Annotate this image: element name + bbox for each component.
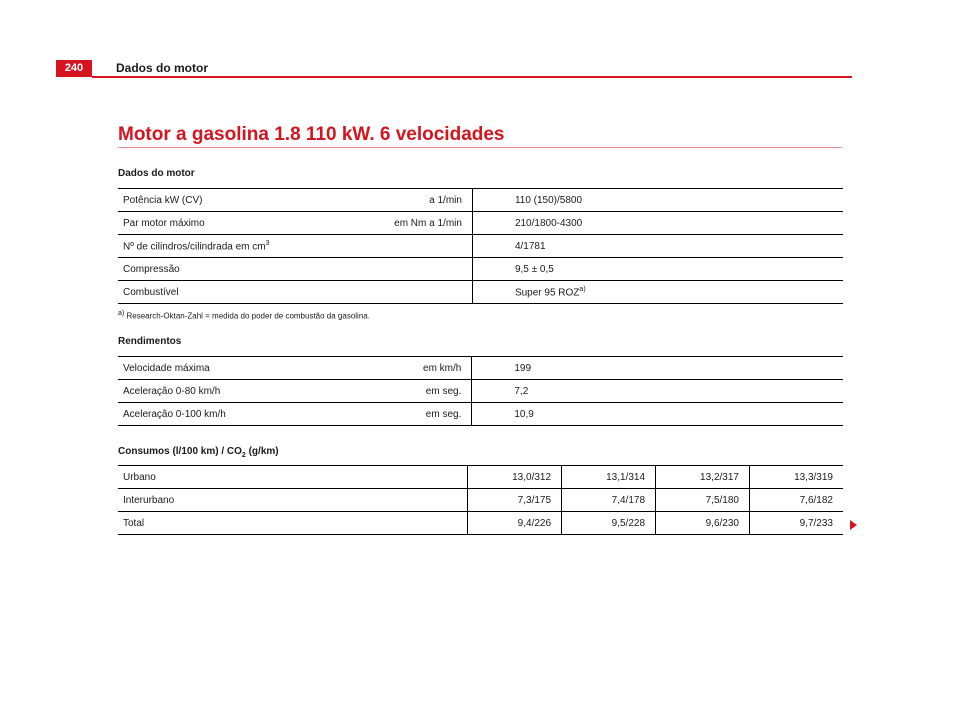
engine-data-table <box>118 188 843 304</box>
table-row <box>118 357 843 380</box>
header-title: Dados do motor <box>116 61 208 75</box>
footnote-marker: a) <box>118 310 125 317</box>
row-unit: em seg. <box>329 403 472 426</box>
row-value: 7,4/178 <box>562 489 656 512</box>
row-label: Interurbano <box>118 489 468 512</box>
row-label: Aceleração 0-80 km/h <box>118 380 329 403</box>
label-superscript: 3 <box>265 239 270 247</box>
page-title: Motor a gasolina 1.8 110 kW. 6 velocidades <box>118 124 505 145</box>
footnote <box>118 310 370 321</box>
row-value: 110 (150)/5800 <box>472 189 843 212</box>
row-value: 210/1800-4300 <box>472 212 843 235</box>
consumption-table <box>118 465 843 535</box>
row-value: 13,1/314 <box>562 466 656 489</box>
table-row <box>118 235 843 258</box>
row-value: 13,3/319 <box>749 466 843 489</box>
row-unit: em seg. <box>329 380 472 403</box>
row-label: Compressão <box>118 258 330 281</box>
row-label: Nº de cilindros/cilindrada em $cm^3$ <box>118 235 330 258</box>
row-value: 9,7/233 <box>749 512 843 535</box>
row-value: 9,6/230 <box>656 512 750 535</box>
row-value: 7,3/175 <box>468 489 562 512</box>
row-label: Potência kW (CV) <box>118 189 330 212</box>
row-unit <box>330 235 472 258</box>
table-row <box>118 212 843 235</box>
footnote-text: Research-Oktan-Zahl = medida do poder de combustão da gasolina. <box>126 311 370 321</box>
table-row <box>118 403 843 426</box>
heading-subscript: 2 <box>241 452 246 459</box>
table-row <box>118 466 843 489</box>
row-value: 7,2 <box>472 380 843 403</box>
row-value: 13,0/312 <box>468 466 562 489</box>
row-value: Super 95 ROZ$^{a)}$ <box>472 281 843 304</box>
table-row <box>118 380 843 403</box>
title-rule <box>118 147 842 148</box>
row-unit: em Nm a 1/min <box>330 212 472 235</box>
table-row <box>118 258 843 281</box>
footnote-ref: a) <box>579 285 586 293</box>
table-row <box>118 189 843 212</box>
row-unit: em km/h <box>329 357 472 380</box>
row-value: 7,5/180 <box>656 489 750 512</box>
row-label: Velocidade máxima <box>118 357 329 380</box>
row-label: Total <box>118 512 468 535</box>
row-value: 9,5 ± 0,5 <box>472 258 843 281</box>
table-row <box>118 281 843 304</box>
performance-section-heading: Rendimentos <box>118 336 182 347</box>
row-value: 10,9 <box>472 403 843 426</box>
row-unit <box>330 281 472 304</box>
row-value: 7,6/182 <box>749 489 843 512</box>
row-label: Combustível <box>118 281 330 304</box>
triangle-right-icon <box>850 520 857 530</box>
table-row <box>118 489 843 512</box>
engine-section-heading: Dados do motor <box>118 168 195 179</box>
row-value: 4/1781 <box>472 235 843 258</box>
table-row <box>118 512 843 535</box>
row-label: Urbano <box>118 466 468 489</box>
row-value: 9,5/228 <box>562 512 656 535</box>
row-value: 199 <box>472 357 843 380</box>
row-label: Aceleração 0-100 km/h <box>118 403 329 426</box>
header-rule <box>92 76 852 78</box>
row-unit: a 1/min <box>330 189 472 212</box>
row-label: Par motor máximo <box>118 212 330 235</box>
row-unit <box>330 258 472 281</box>
consumption-section-heading: Consumos (l/100 $km) / CO_2$ (g/km) <box>118 446 279 459</box>
page-number: 240 <box>56 60 92 77</box>
performance-table <box>118 356 843 426</box>
row-value: 9,4/226 <box>468 512 562 535</box>
row-value: 13,2/317 <box>656 466 750 489</box>
